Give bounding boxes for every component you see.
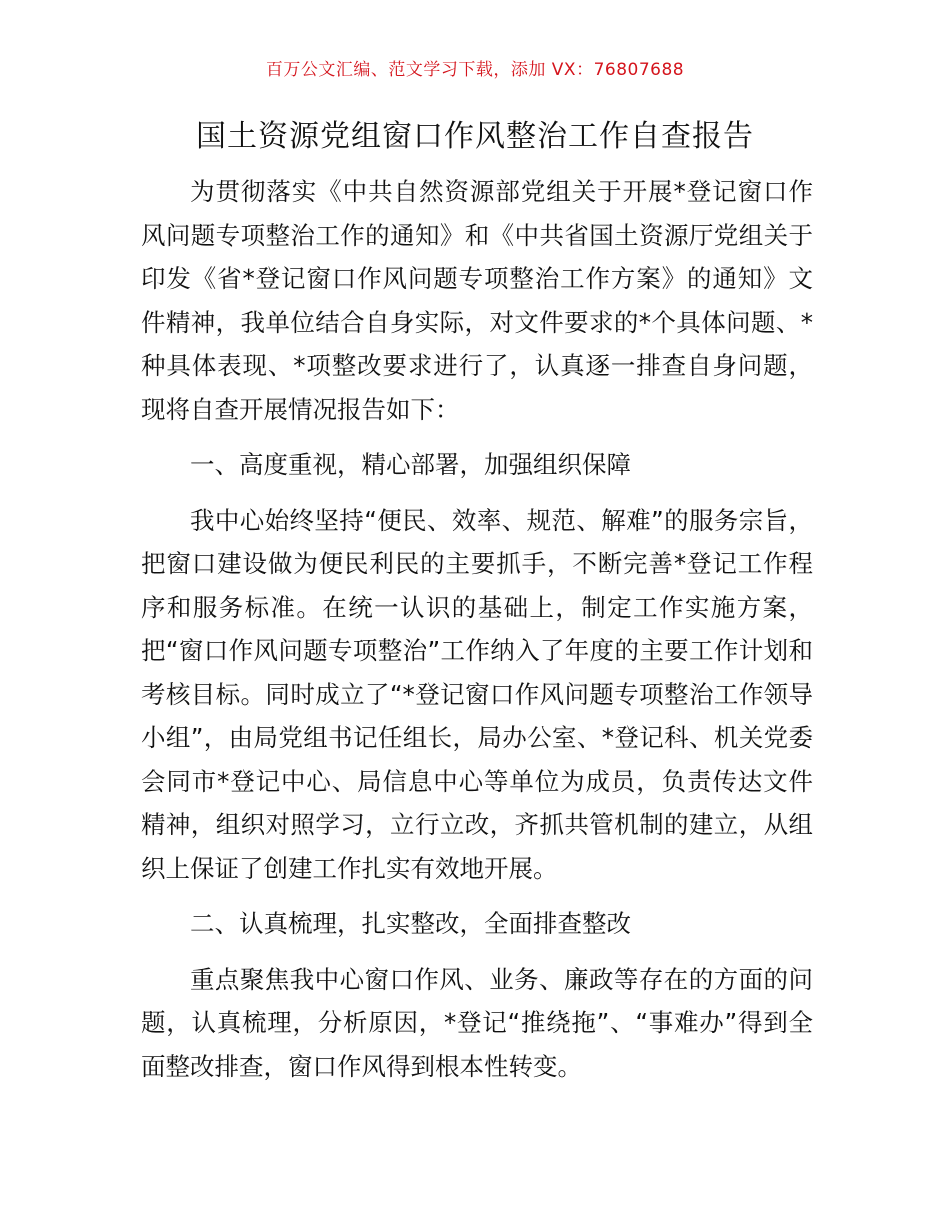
section-1-paragraph: 我中心始终坚持“便民、效率、规范、解难”的服务宗旨，把窗口建设做为便民利民的主要抓手，不断完善*登记工作程序和服务标准。在统一认识的基础上，制定工作实施方案，把“窗口作风问题专项整治”工作纳入了年度的主要工作计划和考核目标。同时成立了“*登记窗口作风问题专项整治工作领导小组”，由局党组书记任组长，局办公室、*登记科、机关党委会同市*登记中心、局信息中心等单位为成员，负责传达文件精神，组织对照学习，立行立改，齐抓共管机制的建立，从组织上保证了创建工作扎实有效地开展。 <box>141 505 813 883</box>
section-2-heading: 二、认真梳理，扎实整改，全面排查整改 <box>190 909 631 938</box>
section-1-heading: 一、高度重视，精心部署，加强组织保障 <box>190 450 631 479</box>
document-body <box>141 170 813 1088</box>
intro-paragraph: 为贯彻落实《中共自然资源部党组关于开展*登记窗口作风问题专项整治工作的通知》和《中共省国土资源厅党组关于印发《省*登记窗口作风问题专项整治工作方案》的通知》文件精神，我单位结合自身实际，对文件要求的*个具体问题、*种具体表现、*项整改要求进行了，认真逐一排查自身问题，现将自查开展情况报告如下： <box>141 177 813 424</box>
document-title: 国土资源党组窗口作风整治工作自查报告 <box>196 119 754 154</box>
header-watermark-note: 百万公文汇编、范文学习下载，添加 VX：76807688 <box>265 60 685 80</box>
section-2-paragraph: 重点聚焦我中心窗口作风、业务、廉政等存在的方面的问题，认真梳理，分析原因，*登记“推绕拖”、“事难办”得到全面整改排查，窗口作风得到根本性转变。 <box>141 964 813 1081</box>
